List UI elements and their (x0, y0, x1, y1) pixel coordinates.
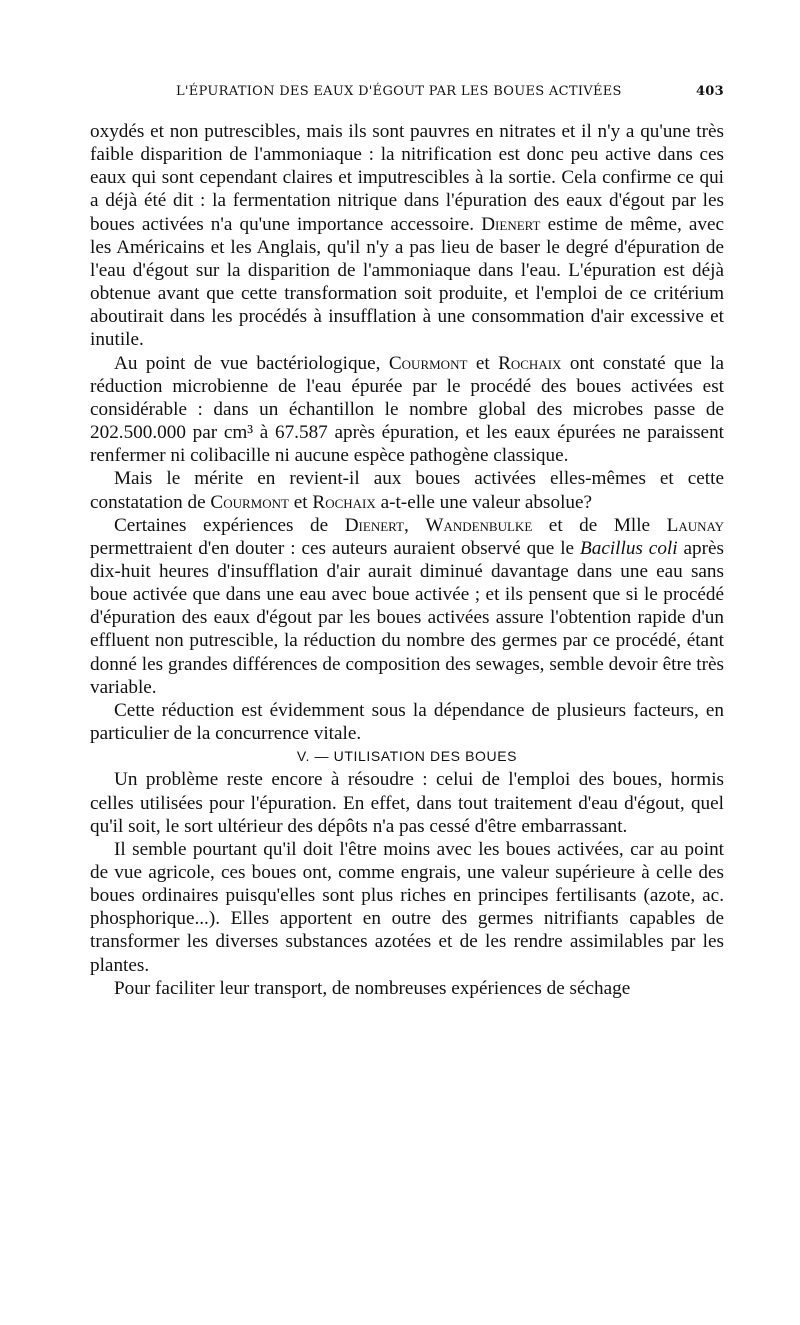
author-rochaix: Rochaix (312, 491, 376, 513)
paragraph-2 (90, 352, 724, 468)
paragraph-3 (90, 467, 724, 513)
p4-text-a: Certaines expériences de (114, 514, 329, 536)
p1-text: oxydés et non putrescibles, mais ils sont pauvres en nitrates et il n'y a qu'une très faible disparition de l'ammoniaque : la nitrification est donc peu active dans ces eaux qui sont cependant claires et imputrescibles à la sortie. Cela confirme ce qui a déjà été dit : la fermentation nitrique dans l'épuration des eaux d'égout par les boues activées n'a qu'une importance accessoire. (90, 121, 724, 235)
author-courmont: Courmont (388, 352, 468, 374)
page-number: 403 (695, 84, 724, 99)
p2-text-c: ont constaté que la réduction microbienne de l'eau épurée par le procédé des boues activées est considérable : dans un échantillon le nombre global des microbes passe de 202.500.000 par cm³ à 67.587 après épuration, et les eaux épurées ne paraissent renfermer ni colibacille ni aucune espèce pathogène classique. (90, 352, 724, 467)
species-name: Bacillus coli (580, 537, 678, 559)
author-dienert: Dienert (344, 514, 404, 536)
author-launay: Launay (666, 514, 725, 536)
paragraph-6: Un problème reste encore à résoudre : celui de l'emploi des boues, hormis celles utilisées pour l'épuration. En effet, dans tout traitement d'eau d'égout, quel qu'il soit, le sort ultérieur des dépôts n'a pas cessé d'être embarrassant. (90, 769, 724, 837)
paragraph-7: Il semble pourtant qu'il doit l'être moins avec les boues activées, car au point de vue agricole, ces boues ont, comme engrais, une valeur supérieure à celle des boues ordinaires puisqu'elles sont plus riches en principes fertilisants (azote, ac. phosphorique...). Elles apportent en outre des germes nitrifiants capables de transformer les diverses substances azotées et de les rendre assimilables par les plantes. (90, 838, 724, 976)
author-dienert: Dienert (481, 213, 541, 235)
title-mlle: Mlle (613, 514, 651, 536)
paragraph-4 (90, 514, 724, 699)
body-text (90, 120, 724, 1000)
paragraph-5: Cette réduction est évidemment sous la dépendance de plusieurs facteurs, en particulier de la concurrence vitale. (90, 699, 724, 745)
p3-text-b: et (293, 491, 308, 513)
p2-text-b: et (475, 352, 490, 374)
author-rochaix: Rochaix (498, 352, 562, 374)
p1-rest: estime de même, avec les Américains et les Anglais, qu'il n'y a pas lieu de baser le degré d'épuration de l'eau d'égout sur la disparition de l'ammoniaque dans l'eau. L'épuration est déjà obtenue avant que cette transformation soit produite, et l'emploi de ce critérium aboutirait dans les procédés à insufflation à une consommation d'air excessive et inutile. (90, 213, 725, 351)
paragraph-1 (90, 120, 724, 352)
p4-text-c: permettraient d'en douter : ces auteurs auraient observé que le (90, 537, 575, 559)
author-wandenbulke: Wandenbulke (425, 514, 533, 536)
p4-text-b: et de (548, 514, 598, 536)
author-courmont: Courmont (210, 491, 289, 513)
p3-text-c: a-t-elle une valeur absolue? (380, 491, 593, 513)
section-heading: V. — UTILISATION DES BOUES (296, 748, 518, 765)
paragraph-8: Pour faciliter leur transport, de nombreuses expériences de séchage (114, 977, 631, 999)
p3-text-a: Mais le mérite en revient-il aux boues activées elles-mêmes et cette constatation de (90, 468, 724, 513)
p4-sep: , (404, 514, 409, 536)
p4-text-d: après dix-huit heures d'insufflation d'air aurait diminué davantage dans une eau sans boue activée que dans une eau avec boue activée ; et ils pensent que si le procédé d'épuration des eaux d'égout par les boues activées assure l'obtention rapide d'un effluent non putrescible, la réduction du nombre des germes par ce procédé, étant donné les grandes différences de composition des sewages, semble devoir être très variable. (90, 537, 725, 698)
running-title: L'ÉPURATION DES EAUX D'ÉGOUT PAR LES BOUES ACTIVÉES (176, 84, 622, 99)
p2-text-a: Au point de vue bactériologique, (114, 352, 381, 374)
